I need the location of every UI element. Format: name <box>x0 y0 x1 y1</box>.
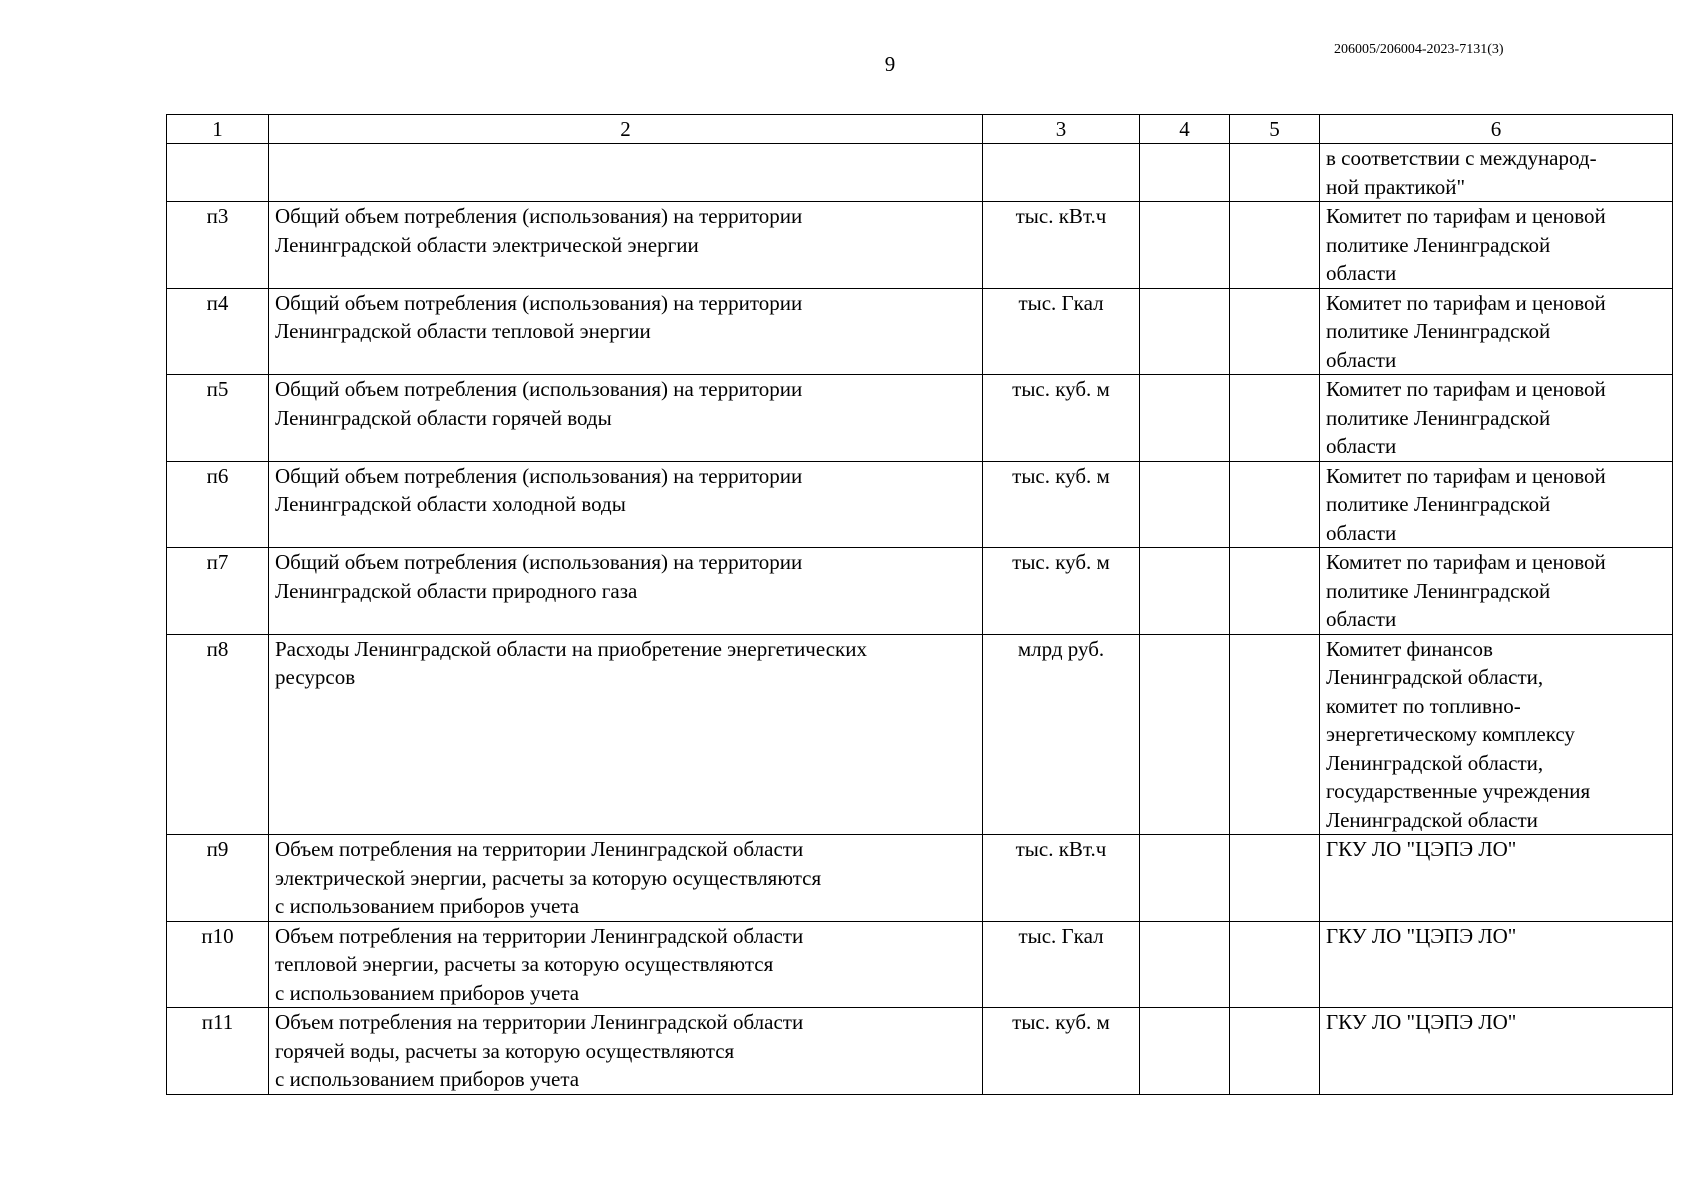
source-cell: ГКУ ЛО "ЦЭПЭ ЛО" <box>1320 835 1673 922</box>
column-4-cell <box>1140 144 1230 202</box>
indicators-table <box>166 114 1673 1095</box>
column-4-cell <box>1140 202 1230 289</box>
column-5-cell <box>1230 144 1320 202</box>
column-4-cell <box>1140 1008 1230 1095</box>
indicator-name-cell: Общий объем потребления (использования) на территории Ленинградской области горячей воды <box>269 375 983 462</box>
column-4-cell <box>1140 921 1230 1008</box>
unit-cell: тыс. куб. м <box>983 461 1140 548</box>
column-4-cell <box>1140 288 1230 375</box>
column-5-cell <box>1230 288 1320 375</box>
table-row <box>167 375 1673 462</box>
unit-cell <box>983 144 1140 202</box>
column-4-cell <box>1140 548 1230 635</box>
source-cell: в соответствии с международ- ной практикой" <box>1320 144 1673 202</box>
column-4-cell <box>1140 461 1230 548</box>
column-5-cell <box>1230 461 1320 548</box>
header-cell: 6 <box>1320 115 1673 144</box>
header-cell: 4 <box>1140 115 1230 144</box>
column-5-cell <box>1230 1008 1320 1095</box>
row-number-cell: п7 <box>167 548 269 635</box>
row-number-cell <box>167 144 269 202</box>
row-number-cell: п9 <box>167 835 269 922</box>
row-number-cell: п4 <box>167 288 269 375</box>
row-number-cell: п5 <box>167 375 269 462</box>
indicator-name-cell: Расходы Ленинградской области на приобретение энергетических ресурсов <box>269 634 983 835</box>
table-row <box>167 461 1673 548</box>
source-cell: ГКУ ЛО "ЦЭПЭ ЛО" <box>1320 921 1673 1008</box>
unit-cell: тыс. куб. м <box>983 375 1140 462</box>
column-4-cell <box>1140 375 1230 462</box>
unit-cell: тыс. кВт.ч <box>983 202 1140 289</box>
column-5-cell <box>1230 634 1320 835</box>
table-row <box>167 288 1673 375</box>
unit-cell: тыс. Гкал <box>983 921 1140 1008</box>
row-number-cell: п8 <box>167 634 269 835</box>
row-number-cell: п3 <box>167 202 269 289</box>
header-cell: 3 <box>983 115 1140 144</box>
source-cell: Комитет по тарифам и ценовой политике Ленинградской области <box>1320 548 1673 635</box>
page-number: 9 <box>884 52 896 76</box>
row-number-cell: п10 <box>167 921 269 1008</box>
indicator-name-cell: Объем потребления на территории Ленинградской области горячей воды, расчеты за которую осуществляются с использованием приборов учета <box>269 1008 983 1095</box>
indicator-name-cell: Объем потребления на территории Ленинградской области тепловой энергии, расчеты за которую осуществляются с использованием приборов учета <box>269 921 983 1008</box>
unit-cell: тыс. кВт.ч <box>983 835 1140 922</box>
unit-cell: млрд руб. <box>983 634 1140 835</box>
source-cell: Комитет по тарифам и ценовой политике Ленинградской области <box>1320 288 1673 375</box>
source-cell: ГКУ ЛО "ЦЭПЭ ЛО" <box>1320 1008 1673 1095</box>
table-row <box>167 202 1673 289</box>
row-number-cell: п6 <box>167 461 269 548</box>
column-4-cell <box>1140 835 1230 922</box>
indicator-name-cell: Общий объем потребления (использования) на территории Ленинградской области электрической энергии <box>269 202 983 289</box>
table-header-row <box>167 115 1673 144</box>
table-row <box>167 835 1673 922</box>
table-row <box>167 634 1673 835</box>
unit-cell: тыс. Гкал <box>983 288 1140 375</box>
indicator-name-cell: Общий объем потребления (использования) на территории Ленинградской области тепловой энергии <box>269 288 983 375</box>
indicator-name-cell <box>269 144 983 202</box>
column-4-cell <box>1140 634 1230 835</box>
header-cell: 1 <box>167 115 269 144</box>
column-5-cell <box>1230 202 1320 289</box>
column-5-cell <box>1230 835 1320 922</box>
column-5-cell <box>1230 548 1320 635</box>
source-cell: Комитет по тарифам и ценовой политике Ленинградской области <box>1320 375 1673 462</box>
source-cell: Комитет финансов Ленинградской области, комитет по топливно- энергетическому комплексу Ленинградской области, государственные учреждения Ленинградской области <box>1320 634 1673 835</box>
column-5-cell <box>1230 921 1320 1008</box>
source-cell: Комитет по тарифам и ценовой политике Ленинградской области <box>1320 202 1673 289</box>
table-row <box>167 1008 1673 1095</box>
table-row <box>167 548 1673 635</box>
header-cell: 2 <box>269 115 983 144</box>
table-row-continuation <box>167 144 1673 202</box>
source-cell: Комитет по тарифам и ценовой политике Ленинградской области <box>1320 461 1673 548</box>
table-row <box>167 921 1673 1008</box>
document-id: 206005/206004-2023-7131(3) <box>1334 42 1504 57</box>
indicator-name-cell: Общий объем потребления (использования) на территории Ленинградской области холодной воды <box>269 461 983 548</box>
unit-cell: тыс. куб. м <box>983 1008 1140 1095</box>
indicator-name-cell: Объем потребления на территории Ленинградской области электрической энергии, расчеты за которую осуществляются с использованием приборов учета <box>269 835 983 922</box>
unit-cell: тыс. куб. м <box>983 548 1140 635</box>
indicator-name-cell: Общий объем потребления (использования) на территории Ленинградской области природного газа <box>269 548 983 635</box>
column-5-cell <box>1230 375 1320 462</box>
row-number-cell: п11 <box>167 1008 269 1095</box>
header-cell: 5 <box>1230 115 1320 144</box>
